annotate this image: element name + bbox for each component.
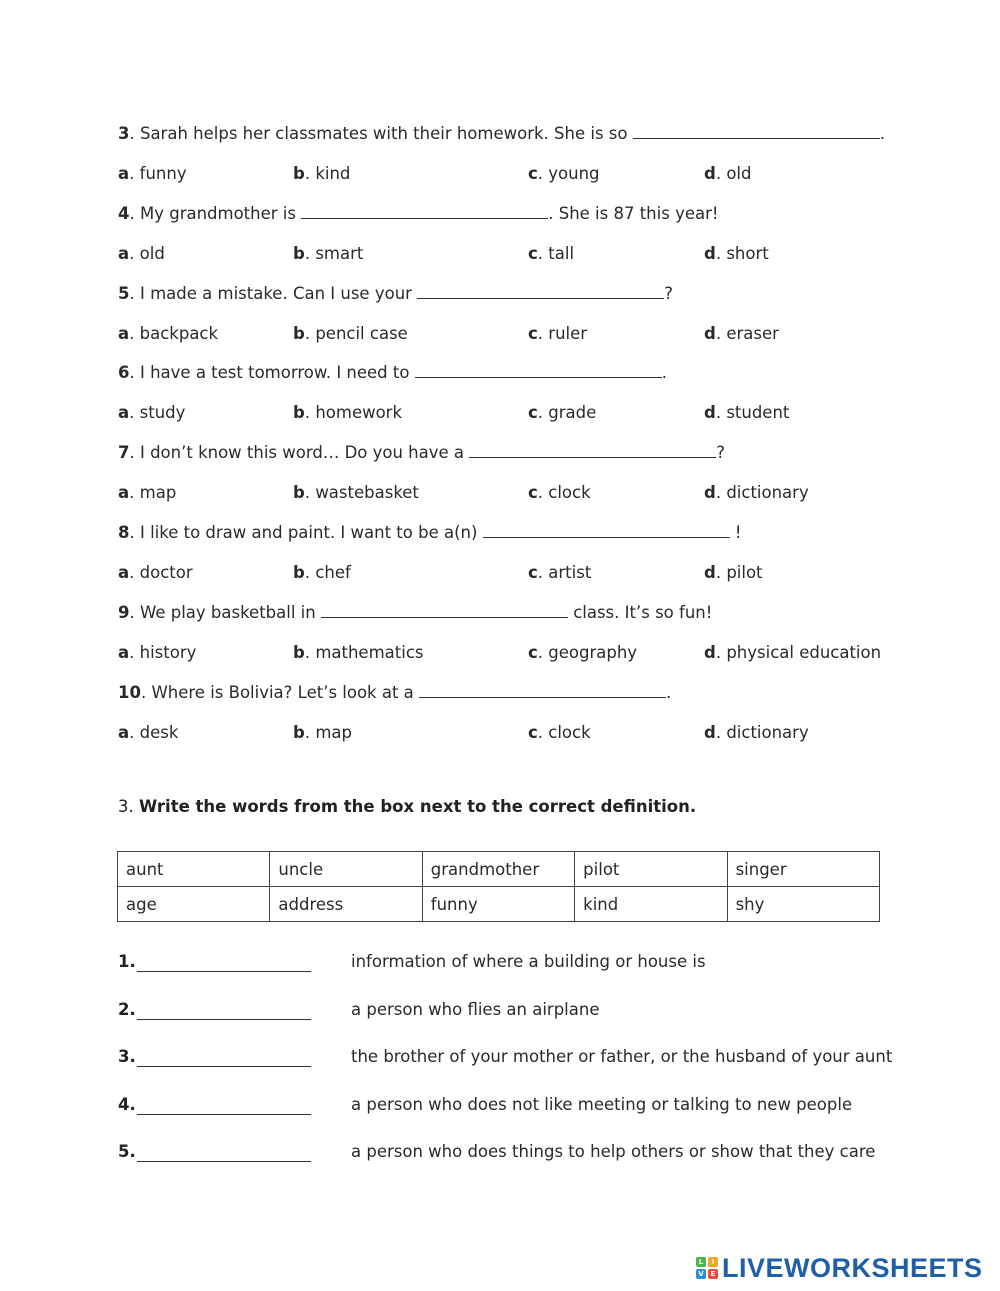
question-text: ? [716, 443, 726, 463]
option-letter: b [293, 642, 305, 662]
question-stem [118, 204, 719, 223]
option-separator: . [129, 563, 140, 582]
logo-mark-letter: L [696, 1257, 706, 1267]
answer-option[interactable] [528, 164, 600, 183]
option-separator: . [537, 164, 549, 183]
definition-number: 2. [118, 999, 136, 1019]
option-text: pilot [726, 563, 763, 582]
definition-number: 4. [118, 1094, 136, 1114]
answer-blank[interactable] [633, 124, 880, 139]
option-letter: c [528, 403, 538, 423]
option-text: history [139, 642, 197, 662]
question-text: . I made a mistake. Can I use your [129, 283, 418, 303]
option-text: old [139, 243, 165, 263]
option-text: homework [315, 403, 403, 423]
logo-mark-letter: I [708, 1257, 718, 1267]
option-separator: . [304, 642, 316, 662]
answer-option[interactable] [293, 324, 408, 343]
option-text: kind [315, 164, 351, 183]
question-stem [118, 363, 667, 382]
section-3-heading [118, 797, 696, 816]
answer-option[interactable] [293, 403, 402, 422]
answer-option[interactable] [293, 643, 423, 662]
word-cell: address [270, 887, 422, 922]
question-text: class. It’s so fun! [567, 602, 713, 622]
option-text: smart [315, 243, 364, 263]
answer-option[interactable] [293, 563, 351, 582]
answer-option[interactable] [704, 483, 809, 502]
answer-option[interactable] [118, 324, 218, 343]
section-title: Write the words from the box next to the correct definition. [139, 797, 697, 816]
definition-number: 5. [118, 1142, 136, 1162]
definition-text: a person who does things to help others or show that they care [351, 1142, 876, 1162]
option-separator: . [537, 483, 549, 503]
option-letter: b [293, 403, 305, 423]
answer-option[interactable] [704, 403, 789, 422]
definition-number: 3. [118, 1047, 136, 1067]
option-text: desk [139, 722, 179, 742]
answer-option[interactable] [704, 643, 881, 662]
question-text: . She is 87 this year! [548, 203, 719, 223]
option-text: geography [548, 642, 638, 662]
option-text: short [726, 243, 769, 263]
definition-text: a person who does not like meeting or talking to new people [351, 1094, 853, 1114]
option-letter: a [118, 563, 130, 582]
option-separator: . [304, 164, 316, 183]
option-text: dictionary [726, 722, 809, 742]
question-text: ! [729, 523, 742, 542]
option-letter: c [528, 563, 538, 582]
definition-answer-blank[interactable] [137, 1005, 311, 1020]
option-text: ruler [548, 323, 588, 343]
definition-answer-blank[interactable] [137, 1100, 311, 1115]
option-separator: . [715, 483, 727, 503]
option-letter: d [704, 483, 716, 503]
option-separator: . [537, 323, 549, 343]
question-stem [118, 603, 712, 622]
option-letter: c [528, 642, 538, 662]
answer-option[interactable] [118, 643, 196, 662]
word-box [117, 851, 880, 922]
option-text: mathematics [315, 642, 424, 662]
answer-option[interactable] [293, 164, 350, 183]
answer-option[interactable] [704, 723, 809, 742]
question-stem [118, 284, 673, 303]
answer-option[interactable] [528, 244, 574, 263]
option-letter: b [293, 164, 305, 183]
option-text: clock [548, 483, 591, 503]
option-separator: . [304, 722, 316, 742]
answer-option[interactable] [293, 483, 419, 502]
question-number: 8 [118, 523, 130, 542]
option-letter: b [293, 243, 305, 263]
option-letter: a [118, 243, 130, 263]
answer-option[interactable] [293, 244, 363, 263]
option-letter: d [704, 563, 716, 582]
option-letter: a [118, 722, 130, 742]
answer-blank[interactable] [321, 603, 568, 618]
question-number: 3 [118, 124, 130, 143]
question-stem [118, 124, 885, 143]
answer-option[interactable] [118, 723, 178, 742]
option-separator: . [129, 483, 140, 503]
definition-text: the brother of your mother or father, or the husband of your aunt [351, 1047, 893, 1067]
option-letter: d [704, 403, 716, 423]
logo-mark-letter: V [696, 1269, 706, 1279]
option-text: doctor [139, 563, 193, 582]
option-letter: a [118, 642, 130, 662]
liveworksheets-logo [696, 1252, 983, 1284]
option-text: map [139, 483, 177, 503]
definition-text: a person who flies an airplane [351, 999, 600, 1019]
option-separator: . [304, 403, 316, 423]
option-separator: . [715, 323, 727, 343]
word-cell: funny [422, 887, 574, 922]
definition-answer-blank[interactable] [137, 1052, 311, 1067]
option-letter: d [704, 164, 716, 183]
question-number: 6 [118, 363, 130, 383]
word-cell: grandmother [422, 852, 574, 887]
option-separator: . [304, 483, 316, 503]
question-text: . [879, 124, 885, 143]
option-letter: d [704, 642, 716, 662]
option-letter: a [118, 483, 130, 503]
option-letter: c [528, 722, 538, 742]
option-separator: . [537, 403, 549, 423]
option-separator: . [304, 323, 316, 343]
option-separator: . [129, 403, 140, 423]
definition-number: 1. [118, 952, 136, 971]
question-text: . I like to draw and paint. I want to be a(n) [129, 523, 483, 542]
option-letter: d [704, 722, 716, 742]
option-separator: . [129, 323, 140, 343]
word-cell: age [118, 887, 270, 922]
option-separator: . [715, 243, 727, 263]
option-letter: b [293, 722, 305, 742]
question-text: . Sarah helps her classmates with their homework. She is so [129, 124, 633, 143]
word-box-row [118, 887, 880, 922]
option-text: study [139, 403, 186, 423]
question-number: 9 [118, 602, 130, 622]
option-separator: . [715, 563, 727, 582]
option-letter: a [118, 164, 130, 183]
option-text: artist [548, 563, 592, 582]
option-separator: . [537, 642, 549, 662]
answer-option[interactable] [704, 164, 751, 183]
logo-text: LIVEWORKSHEETS [722, 1252, 983, 1283]
option-separator: . [715, 642, 727, 662]
option-text: wastebasket [315, 483, 419, 503]
word-cell: kind [575, 887, 727, 922]
answer-option[interactable] [528, 483, 591, 502]
option-separator: . [304, 243, 316, 263]
question-stem [118, 443, 725, 462]
option-separator: . [129, 164, 140, 183]
question-text: . Where is Bolivia? Let’s look at a [140, 682, 420, 702]
answer-blank[interactable] [469, 443, 716, 458]
word-cell: pilot [575, 852, 727, 887]
option-text: chef [315, 563, 351, 582]
option-text: grade [548, 403, 597, 423]
option-text: clock [548, 722, 591, 742]
option-text: funny [139, 164, 187, 183]
option-text: young [548, 164, 600, 183]
answer-option[interactable] [704, 563, 763, 582]
answer-blank[interactable] [301, 204, 548, 219]
option-text: old [726, 164, 752, 183]
option-separator: . [715, 164, 727, 183]
option-separator: . [715, 722, 727, 742]
answer-blank[interactable] [417, 284, 664, 299]
option-text: student [726, 403, 790, 423]
question-number: 10 [118, 682, 141, 702]
answer-option[interactable] [118, 244, 165, 263]
option-letter: c [528, 243, 538, 263]
question-text: . We play basketball in [129, 602, 321, 622]
question-text: . I don’t know this word… Do you have a [129, 443, 470, 463]
answer-option[interactable] [118, 164, 187, 183]
answer-option[interactable] [528, 643, 637, 662]
option-letter: a [118, 323, 130, 343]
word-cell: shy [727, 887, 879, 922]
option-letter: c [528, 323, 538, 343]
logo-mark-icon [696, 1257, 718, 1279]
option-separator: . [537, 243, 549, 263]
option-text: physical education [726, 642, 882, 662]
option-separator: . [129, 243, 140, 263]
answer-option[interactable] [528, 324, 587, 343]
option-letter: d [704, 243, 716, 263]
option-letter: d [704, 323, 716, 343]
definition-answer-blank[interactable] [137, 1147, 311, 1162]
question-text: ? [664, 283, 673, 303]
answer-option[interactable] [704, 244, 769, 263]
word-box-row [118, 852, 880, 887]
option-letter: c [528, 483, 538, 503]
question-number: 7 [118, 443, 130, 463]
question-number: 4 [118, 203, 130, 223]
question-text: . My grandmother is [129, 203, 302, 223]
option-letter: b [293, 323, 305, 343]
definition-answer-blank[interactable] [137, 957, 311, 972]
option-separator: . [129, 642, 140, 662]
option-text: dictionary [726, 483, 809, 503]
word-cell: aunt [118, 852, 270, 887]
answer-option[interactable] [118, 403, 185, 422]
answer-option[interactable] [528, 403, 596, 422]
option-letter: c [528, 164, 538, 183]
answer-blank[interactable] [419, 683, 666, 698]
option-text: backpack [139, 323, 219, 343]
answer-blank[interactable] [483, 523, 730, 538]
answer-option[interactable] [118, 483, 176, 502]
option-text: tall [548, 243, 575, 263]
option-text: map [315, 722, 352, 742]
option-text: pencil case [315, 323, 408, 343]
question-number: 5 [118, 283, 130, 303]
question-text: . I have a test tomorrow. I need to [129, 363, 415, 383]
answer-blank[interactable] [415, 363, 662, 378]
option-separator: . [537, 722, 549, 742]
option-separator: . [129, 722, 140, 742]
question-text: . [661, 363, 667, 383]
word-cell: singer [727, 852, 879, 887]
question-stem [118, 683, 671, 702]
option-separator: . [715, 403, 727, 423]
option-letter: a [118, 403, 130, 423]
question-stem [118, 523, 742, 542]
definition-text: information of where a building or house is [351, 952, 706, 971]
option-separator: . [304, 563, 316, 582]
answer-option[interactable] [528, 563, 591, 582]
answer-option[interactable] [118, 563, 193, 582]
option-letter: b [293, 563, 305, 582]
word-cell: uncle [270, 852, 422, 887]
section-number: 3. [118, 797, 134, 816]
answer-option[interactable] [704, 324, 779, 343]
logo-mark-letter: E [708, 1269, 718, 1279]
option-separator: . [537, 563, 549, 582]
option-text: eraser [726, 323, 779, 343]
option-letter: b [293, 483, 305, 503]
answer-option[interactable] [528, 723, 591, 742]
answer-option[interactable] [293, 723, 352, 742]
question-text: . [666, 682, 672, 702]
